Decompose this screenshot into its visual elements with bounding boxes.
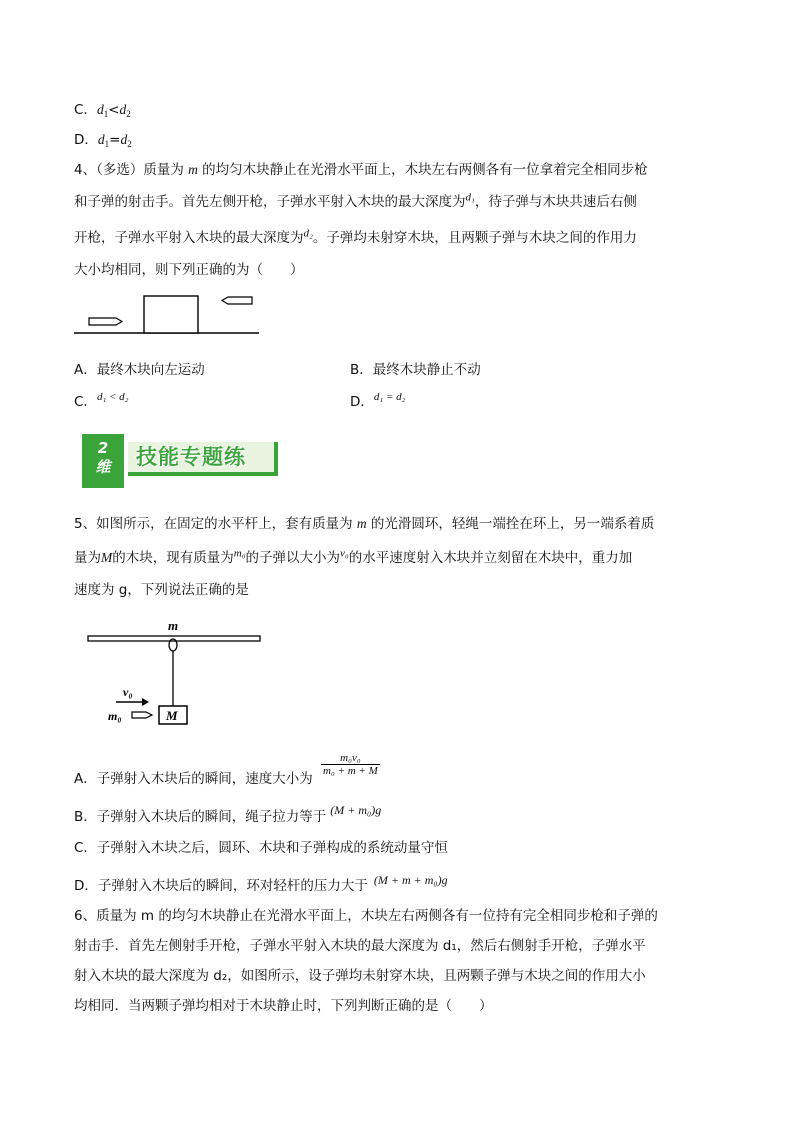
speed-fraction: $\frac{\text{m₀v₀}}{\text{m₀ + m + M}}$ — [323, 752, 378, 777]
mass-M: M — [101, 550, 113, 565]
banner-badge: 2 维 — [82, 434, 124, 488]
q5-option-a: A．子弹射入木块后的瞬间，速度大小为 $\frac{\text{m₀v₀}}{\text{m₀ + m + M}}$ — [74, 752, 378, 787]
q4-figure — [74, 290, 264, 340]
option-label: D． — [74, 132, 98, 148]
wooden-block — [144, 296, 198, 333]
q5-option-c: C．子弹射入木块之后，圆环、木块和子弹构成的系统动量守恒 — [74, 840, 448, 856]
d1-symbol: d₁ — [465, 191, 475, 204]
option-d-math: d₁ = d₂ — [373, 391, 406, 403]
bullet-m0 — [132, 712, 152, 718]
block-M-label: M — [166, 708, 178, 723]
q5-option-b: B．子弹射入木块后的瞬间，绳子拉力等于 (M + m₀)g — [74, 803, 382, 825]
d2-var: $d_2$ — [120, 132, 132, 149]
q4-line-1: 4、（多选）质量为 m 的均匀木块静止在光滑水平面上，木块左右两侧各有一位拿着完全相同步枪 — [74, 162, 648, 178]
mass-m0: m₀ — [233, 547, 246, 560]
q3-option-d — [74, 128, 132, 149]
section-banner — [82, 434, 278, 490]
v0-label: v₀ — [123, 685, 133, 699]
q4-option-c: C．$^{d_1 < d_2}$ — [74, 391, 129, 410]
d2-symbol: d₂ — [303, 227, 313, 240]
q4-option-a: A．最终木块向左运动 — [74, 362, 205, 378]
q5-line-1: 5、如图所示，在固定的水平杆上，套有质量为 m 的光滑圆环，轻绳一端拴在环上，另一端系着质 — [74, 516, 655, 532]
m0-label: m₀ — [108, 709, 122, 723]
relation: < — [108, 102, 120, 118]
q6-line-3: 射入木块的最大深度为 d₂，如图所示，设子弹均未射穿木块，且两颗子弹与木块之间的作用大小 — [74, 968, 646, 984]
tension-expression: (M + m₀)g — [330, 803, 382, 817]
left-bullet — [89, 318, 122, 325]
q4-line-4: 大小均相同，则下列正确的为（ ） — [74, 262, 304, 278]
velocity-arrowhead — [142, 698, 149, 706]
q4-option-b: B．最终木块静止不动 — [350, 362, 481, 378]
banner-title: 技能专题练 — [136, 445, 246, 469]
q6-line-1: 6、质量为 m 的均匀木块静止在光滑水平面上，木块左右两侧各有一位持有完全相同步枪和子弹的 — [74, 908, 658, 924]
relation: = — [109, 132, 121, 148]
q6-line-4: 均相同．当两颗子弹均相对于木块静止时，下列判断正确的是（ ） — [74, 998, 493, 1014]
q4-line-2: 和子弹的射击手。首先左侧开枪，子弹水平射入木块的最大深度为$^{d_1}$，待子弹与木块共速后右侧 — [74, 191, 637, 210]
ring-mass-label: m — [168, 618, 179, 633]
mass-m: m — [188, 162, 198, 177]
q5-option-d: D．子弹射入木块后的瞬间，环对轻杆的压力大于 (M + m + m₀)g — [74, 873, 448, 894]
mass-m: m — [356, 516, 367, 531]
option-label: C． — [74, 102, 97, 118]
speed-v0: v₀ — [340, 547, 349, 560]
d2-var: $d_2$ — [119, 102, 131, 119]
q5-line-3: 速度为 g，下列说法正确的是 — [74, 582, 249, 598]
option-c-math: d₁ < d₂ — [96, 391, 129, 403]
right-bullet — [222, 297, 252, 304]
q3-option-c — [74, 98, 131, 119]
d1-var: $d_1$ — [97, 132, 110, 149]
banner-title-box — [128, 442, 278, 476]
q4-option-d: D．$^{d_1 = d_2}$ — [350, 391, 406, 410]
pressure-expression: (M + m + m₀)g — [373, 873, 448, 887]
d1-var: $d_1$ — [96, 102, 109, 119]
q5-line-2: 量为M的木块，现有质量为$^{m_0}$的子弹以大小为$^{v_0}$的水平速度射入木块并立刻留在木块中，重力加 — [74, 547, 633, 566]
q4-line-3: 开枪，子弹水平射入木块的最大深度为$^{d_2}$。子弹均未射穿木块，且两颗子弹与木块之间的作用力 — [74, 227, 637, 246]
q5-figure — [86, 618, 266, 730]
q6-line-2: 射击手．首先左侧射手开枪，子弹水平射入木块的最大深度为 d₁，然后右侧射手开枪，子弹水平 — [74, 938, 646, 954]
